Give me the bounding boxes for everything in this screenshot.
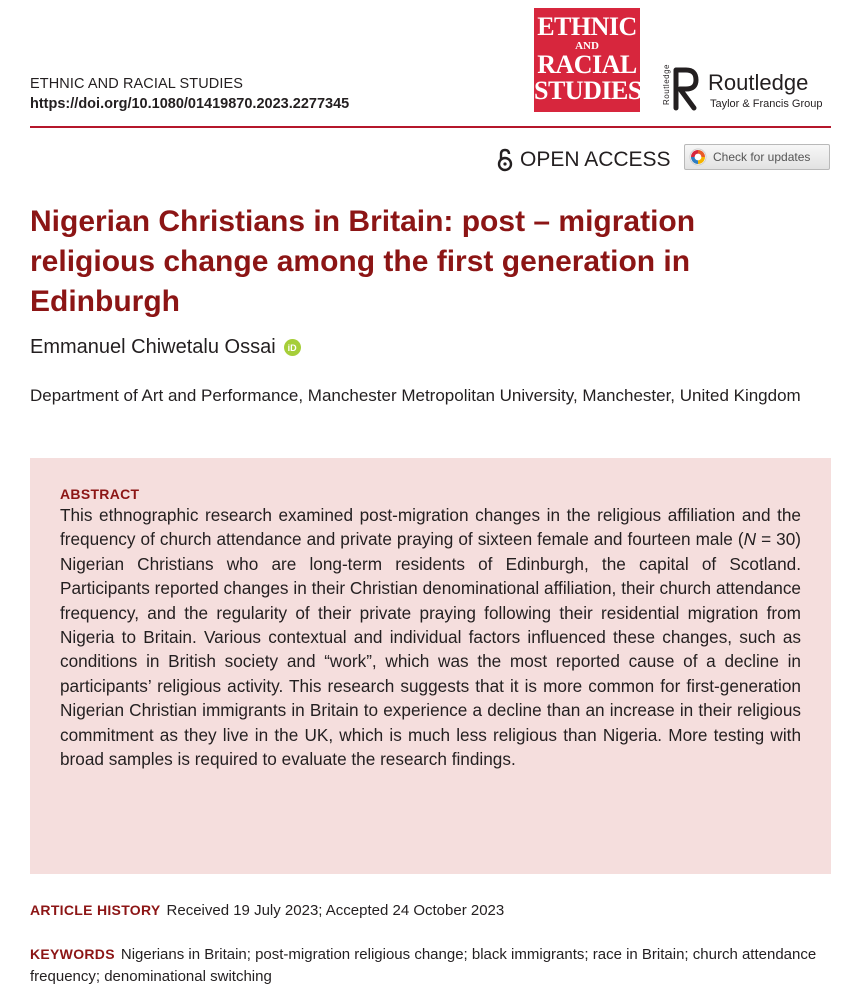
logo-line-2: AND — [575, 40, 599, 52]
header-divider — [30, 126, 831, 128]
orcid-icon[interactable]: iD — [284, 339, 301, 356]
check-for-updates-label: Check for updates — [713, 150, 811, 164]
crossmark-icon — [689, 148, 707, 166]
keywords-text: Nigerians in Britain; post-migration religious change; black immigrants; race in Britain; church attendance frequency; denominational switching — [30, 946, 817, 985]
logo-line-3: RACIAL — [537, 50, 637, 79]
publisher-subtitle: Taylor & Francis Group — [710, 98, 823, 110]
publisher-name: Routledge — [708, 70, 809, 95]
abstract-box — [30, 458, 831, 874]
abstract-text-part-2: = 30) Nigerian Christians who are long-term residents of Edinburgh, the capital of Scotland. Participants reported changes in their Christian denominational affiliation, their church attendance frequency, and the regularity of their private praying following their residential migration from Nigeria to Britain. Various contextual and individual factors influenced these changes, such as conditions in British society and “work”, which was the most reported cause of a decline in participants’ religious activity. This research suggests that it is more common for first-generation Nigerian Christian immigrants in Britain to experience a decline than an increase in their religious commitment as they live in the UK, which is much less religious than Nigeria. More testing with broad samples is required to evaluate the research findings. — [60, 529, 801, 770]
routledge-logo-icon — [660, 62, 704, 114]
publisher-vertical-text: Routledge — [662, 64, 671, 105]
article-history — [30, 902, 504, 919]
abstract-heading: ABSTRACT — [60, 486, 140, 502]
affiliation: Department of Art and Performance, Manchester Metropolitan University, Manchester, United Kingdom — [30, 386, 801, 405]
keywords — [30, 943, 830, 988]
journal-name: ETHNIC AND RACIAL STUDIES — [30, 76, 244, 92]
logo-line-1: ETHNIC — [537, 12, 637, 41]
open-access-badge — [496, 148, 671, 172]
journal-logo — [534, 8, 640, 112]
author-name: Emmanuel Chiwetalu Ossai — [30, 336, 276, 358]
journal-citation — [30, 74, 349, 114]
check-for-updates-button[interactable] — [684, 144, 830, 170]
keywords-label: KEYWORDS — [30, 946, 115, 962]
logo-line-4: STUDIES — [534, 76, 642, 105]
abstract-text-part-1: This ethnographic research examined post-migration changes in the religious affiliation and the frequency of church attendance and private praying of sixteen female and fourteen male ( — [60, 505, 801, 550]
abstract-n-symbol: N — [743, 529, 757, 550]
article-history-label: ARTICLE HISTORY — [30, 902, 161, 918]
author-line — [30, 336, 301, 359]
article-title: Nigerian Christians in Britain: post – migration religious change among the first generation in Edinburgh — [30, 205, 696, 318]
doi-link[interactable]: https://doi.org/10.1080/01419870.2023.2277345 — [30, 96, 350, 112]
open-access-label: OPEN ACCESS — [520, 148, 671, 171]
article-history-text: Received 19 July 2023; Accepted 24 October 2023 — [166, 902, 505, 919]
open-lock-icon — [496, 148, 514, 172]
abstract-text — [60, 503, 801, 771]
